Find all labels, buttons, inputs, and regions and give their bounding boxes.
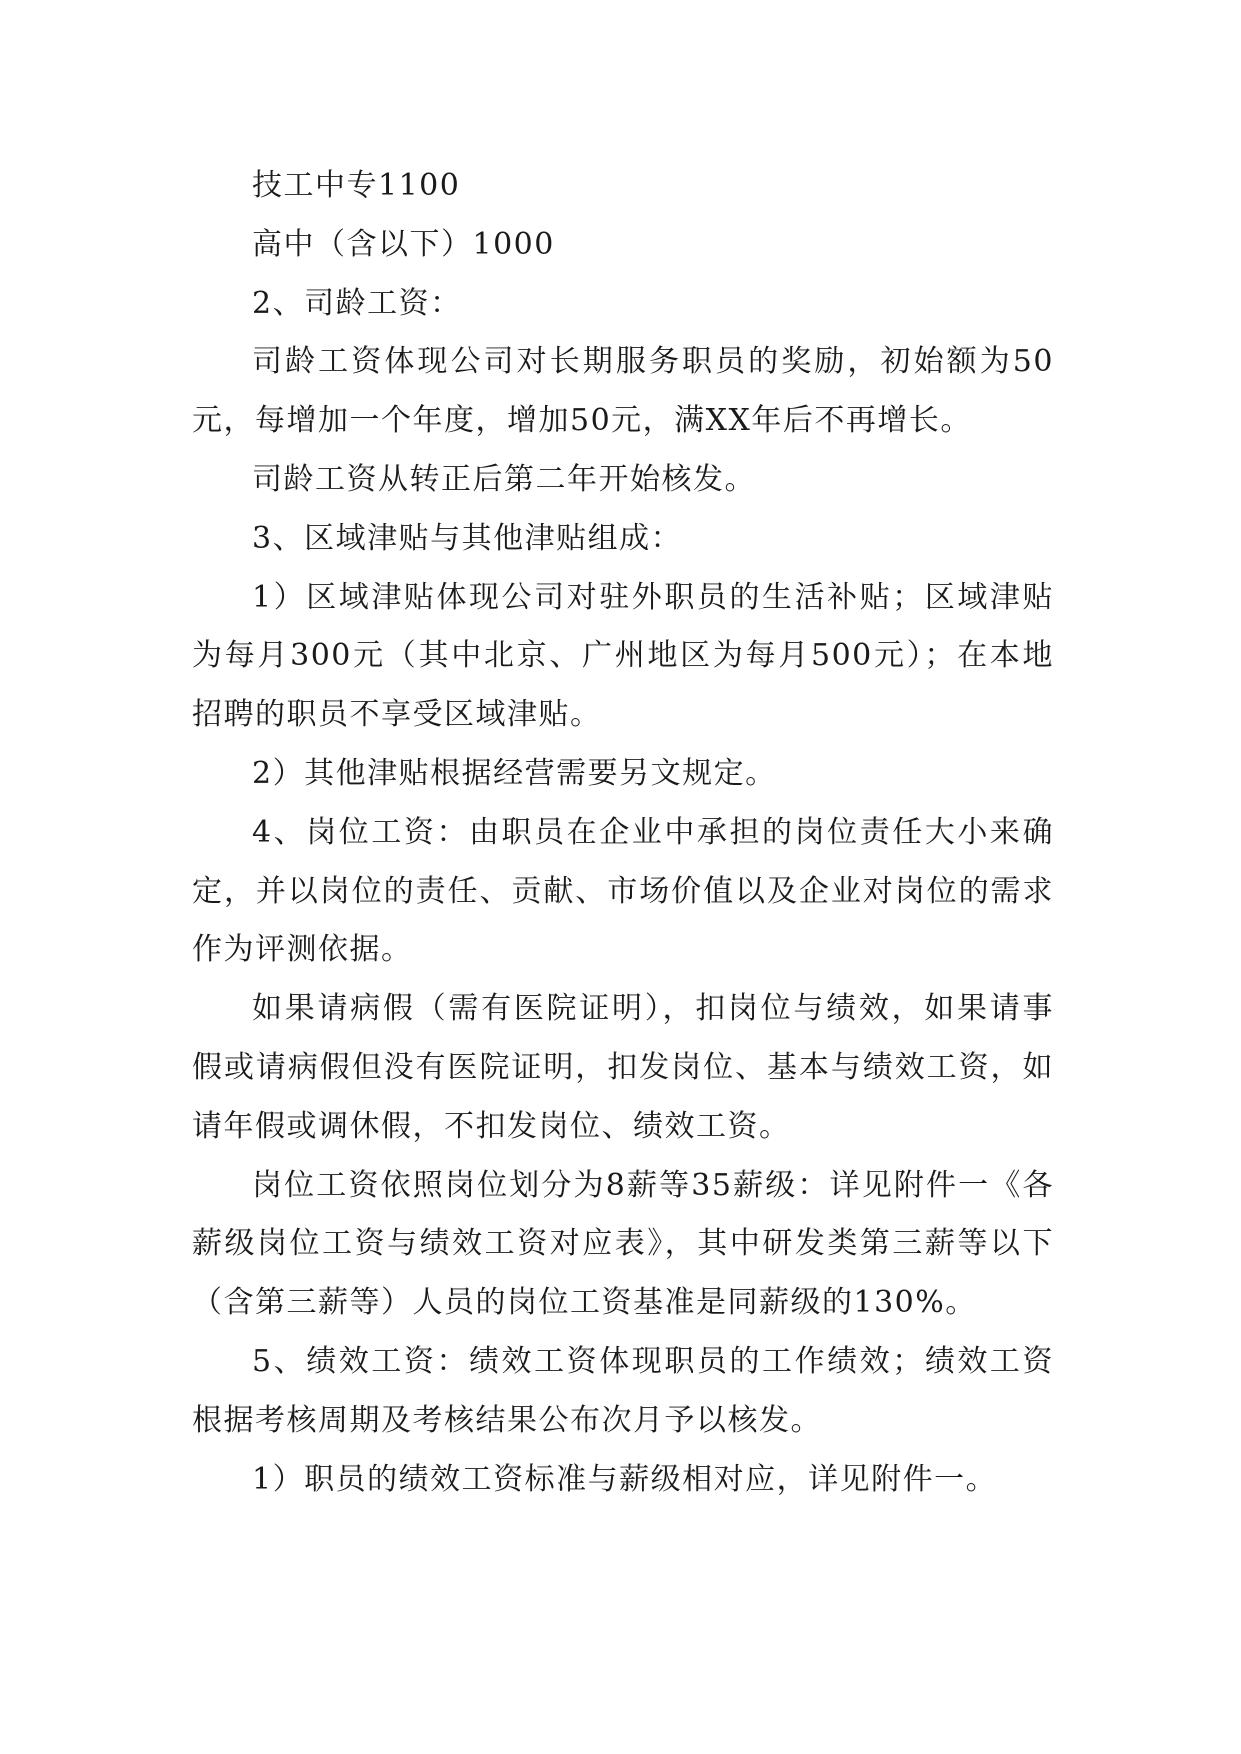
paragraph-leave-deductions: 如果请病假（需有医院证明），扣岗位与绩效，如果请事假或请病假但没有医院证明，扣发岗位、基本与绩效工资，如请年假或调休假，不扣发岗位、绩效工资。: [192, 991, 1054, 1144]
document-body: [192, 157, 1054, 1509]
heading-allowances: 3、区域津贴与其他津贴组成：: [252, 520, 683, 556]
paragraph-position-pay: 4、岗位工资：由职员在企业中承担的岗位责任大小来确定，并以岗位的责任、贡献、市场价值以及企业对岗位的需求作为评测依据。: [192, 814, 1054, 968]
paragraph-seniority-pay-start: 司龄工资从转正后第二年开始核发。: [252, 461, 756, 497]
paragraph-performance-standard: 1）职员的绩效工资标准与薪级相对应，详见附件一。: [252, 1461, 998, 1497]
paragraph-regional-allowance: 1）区域津贴体现公司对驻外职员的生活补贴；区域津贴为每月300元（其中北京、广州地区为每月500元）；在本地招聘的职员不享受区域津贴。: [192, 579, 1054, 733]
heading-seniority-pay: 2、司龄工资：: [252, 285, 462, 321]
paragraph-technical-school: 技工中专1100: [252, 168, 461, 203]
paragraph-performance-pay: 5、绩效工资：绩效工资体现职员的工作绩效；绩效工资根据考核周期及考核结果公布次月予以核发。: [192, 1343, 1054, 1438]
paragraph-seniority-pay-rule: 司龄工资体现公司对长期服务职员的奖励，初始额为50元，每增加一个年度，增加50元，满XX年后不再增长。: [192, 344, 1054, 439]
paragraph-high-school: 高中（含以下）1000: [252, 226, 555, 262]
paragraph-other-allowance: 2）其他津贴根据经营需要另文规定。: [252, 755, 777, 791]
paragraph-pay-grades: 岗位工资依照岗位划分为8薪等35薪级：详见附件一《各薪级岗位工资与绩效工资对应表》，其中研发类第三薪等以下（含第三薪等）人员的岗位工资基准是同薪级的130%。: [192, 1167, 1054, 1321]
